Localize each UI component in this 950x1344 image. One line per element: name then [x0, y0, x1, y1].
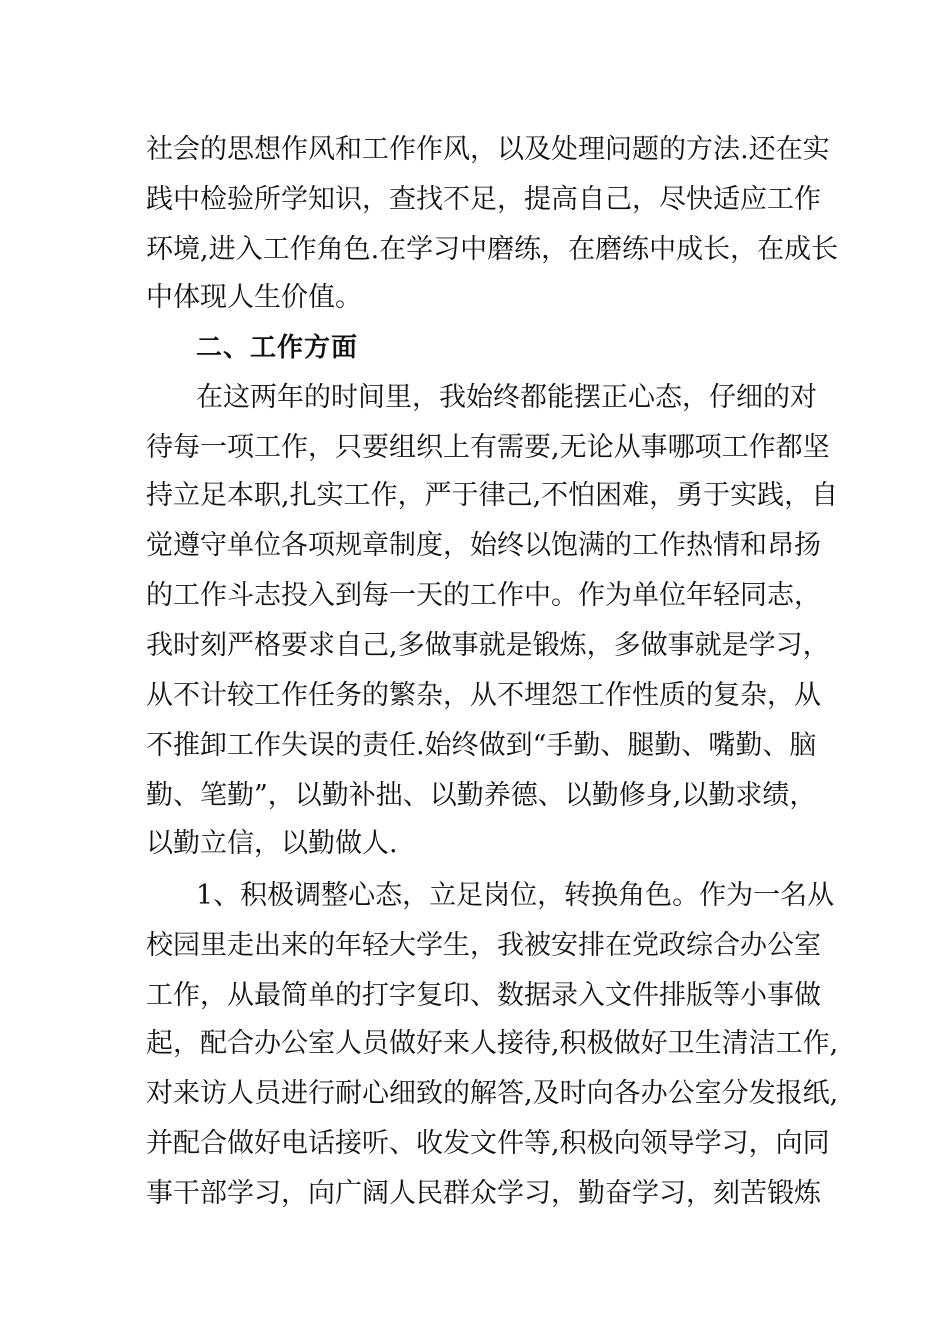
body-text-line: 在这两年的时间里，我始终都能摆正心态，仔细的对: [196, 382, 817, 413]
body-text-line: 觉遵守单位各项规章制度，始终以饱满的工作热情和昂扬: [146, 530, 821, 561]
body-text-line: 践中检验所学知识，查找不足，提高自己，尽快适应工作: [146, 184, 821, 215]
body-text-line: 待每一项工作，只要组织上有需要,无论从事哪项工作都坚: [146, 432, 830, 463]
body-text-line: 并配合做好电话接听、收发文件等,积极向领导学习，向同: [146, 1128, 830, 1159]
body-text-line: 工作，从最简单的打字复印、数据录入文件排版等小事做: [146, 980, 821, 1011]
body-text-line: 不推卸工作失误的责任.始终做到“手勤、腿勤、嘴勤、脑: [146, 730, 817, 761]
body-text-line: 以勤立信，以勤做人.: [146, 828, 398, 859]
body-text-line: 我时刻严格要求自己,多做事就是锻炼，多做事就是学习，: [146, 630, 830, 661]
section-heading: 二、工作方面: [196, 333, 359, 363]
body-text-line: 中体现人生价值。: [146, 282, 362, 313]
body-text-line: 事干部学习，向广阔人民群众学习，勤奋学习，刻苦锻炼: [146, 1178, 821, 1209]
body-text-line: 持立足本职,扎实工作，严于律己,不怕困难，勇于实践，自: [146, 480, 839, 511]
body-text-line: 社会的思想作风和工作作风，以及处理问题的方法.还在实: [146, 134, 830, 165]
body-text-line: 勤、笔勤”，以勤补拙、以勤养德、以勤修身,以勤求绩，: [146, 780, 817, 811]
body-text-line: 对来访人员进行耐心细致的解答,及时向各办公室分发报纸,: [146, 1078, 839, 1109]
body-text-line: 1、积极调整心态，立足岗位，转换角色。作为一名从: [196, 880, 835, 911]
body-text-line: 的工作斗志投入到每一天的工作中。作为单位年轻同志，: [146, 580, 821, 611]
body-text-line: 校园里走出来的年轻大学生，我被安排在党政综合办公室: [146, 930, 821, 961]
body-text-line: 从不计较工作任务的繁杂，从不埋怨工作性质的复杂，从: [146, 680, 821, 711]
body-text-line: 起，配合办公室人员做好来人接待,积极做好卫生清洁工作,: [146, 1028, 839, 1059]
body-text-line: 环境,进入工作角色.在学习中磨练，在磨练中成长，在成长: [146, 234, 839, 265]
